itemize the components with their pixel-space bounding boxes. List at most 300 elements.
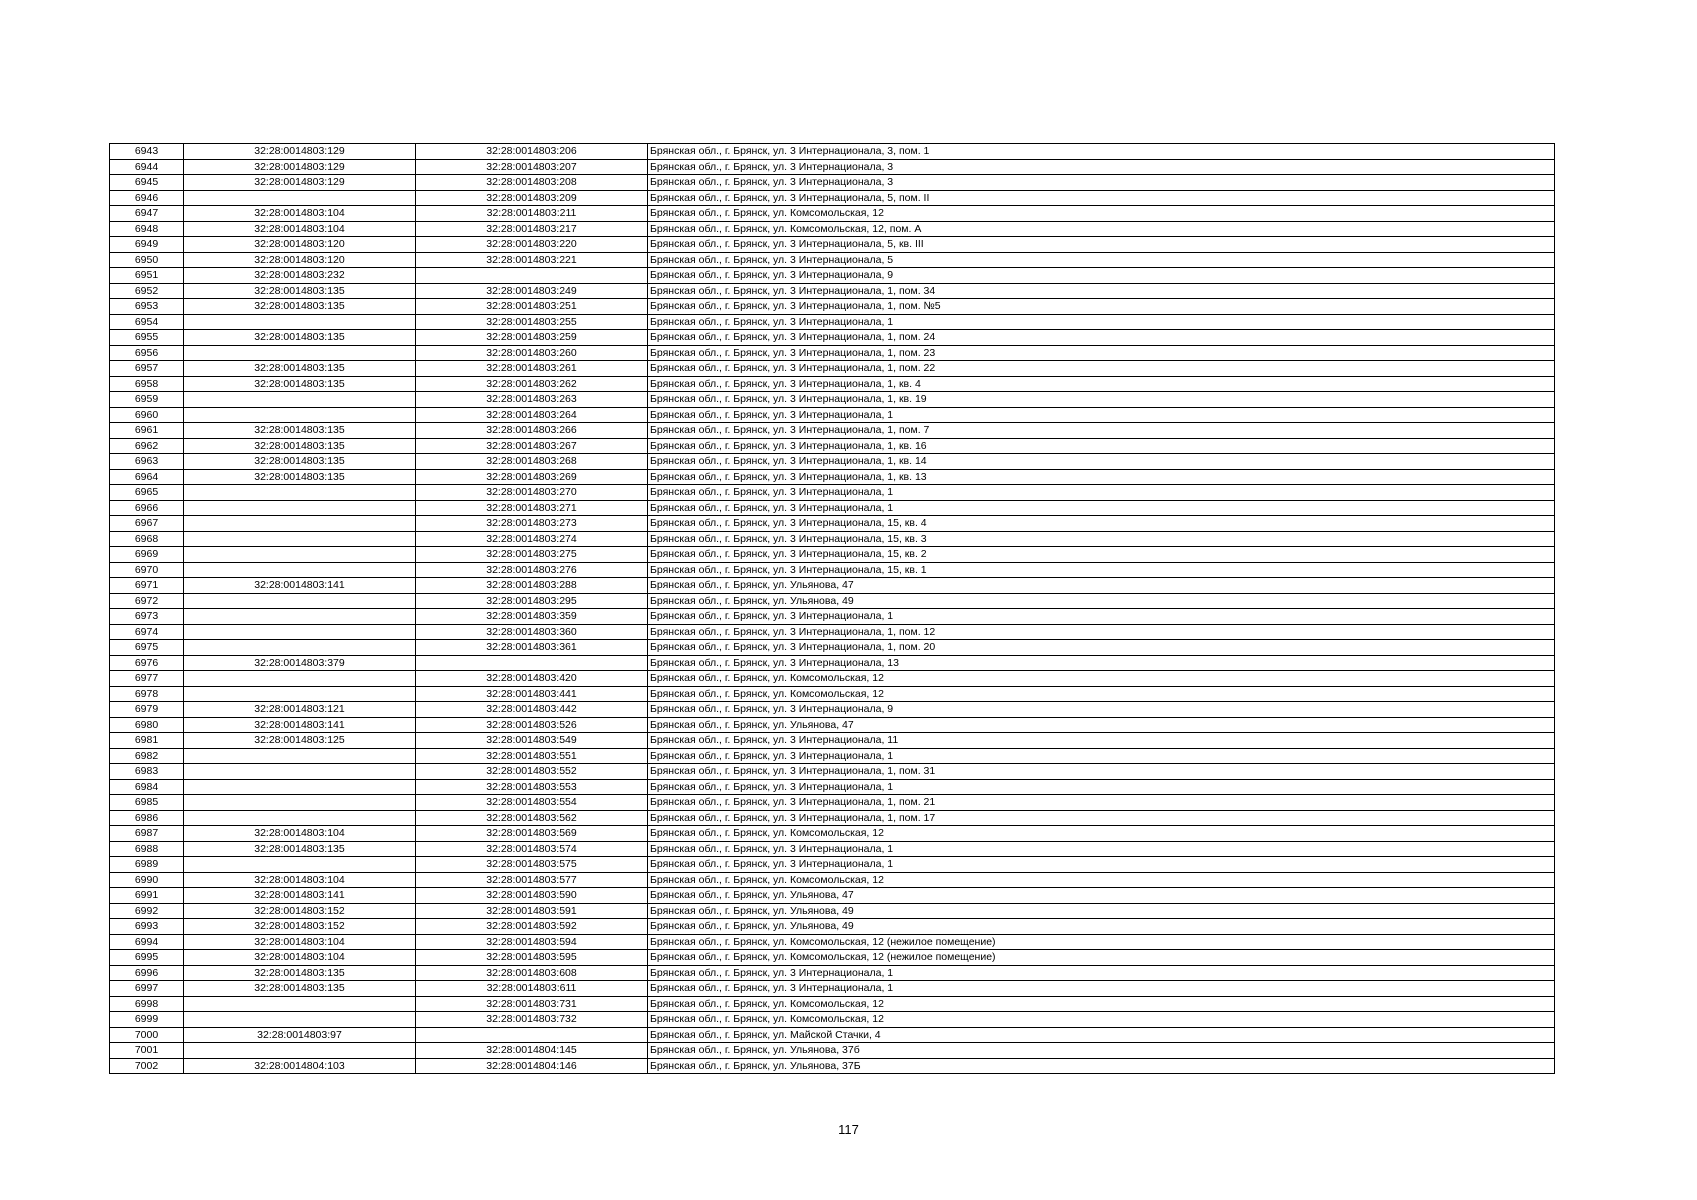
address-cell: Брянская обл., г. Брянск, ул. 3 Интернационала, 1 [648,485,1555,501]
address-cell: Брянская обл., г. Брянск, ул. 3 Интернационала, 5, кв. III [648,237,1555,253]
address-cell: Брянская обл., г. Брянск, ул. 3 Интернационала, 13 [648,655,1555,671]
cadastral-number-cell: 32:28:0014803:295 [416,593,648,609]
table-row [110,1043,1555,1059]
cadastral-number-cell: 32:28:0014803:732 [416,1012,648,1028]
address-cell: Брянская обл., г. Брянск, ул. Майской Стачки, 4 [648,1027,1555,1043]
table-row [110,795,1555,811]
table-row [110,872,1555,888]
table-row [110,237,1555,253]
row-number-cell: 7000 [110,1027,184,1043]
row-number-cell: 6992 [110,903,184,919]
parent-cadastral-number-cell [184,1012,416,1028]
cadastral-number-cell: 32:28:0014803:259 [416,330,648,346]
parent-cadastral-number-cell: 32:28:0014803:97 [184,1027,416,1043]
parent-cadastral-number-cell: 32:28:0014803:135 [184,376,416,392]
cadastral-number-cell: 32:28:0014803:608 [416,965,648,981]
row-number-cell: 6981 [110,733,184,749]
parent-cadastral-number-cell [184,407,416,423]
address-cell: Брянская обл., г. Брянск, ул. 3 Интернационала, 1, пом. 22 [648,361,1555,377]
row-number-cell: 6998 [110,996,184,1012]
cadastral-table [109,143,1555,1074]
cadastral-number-cell: 32:28:0014803:595 [416,950,648,966]
address-cell: Брянская обл., г. Брянск, ул. 3 Интернационала, 1, пом. 17 [648,810,1555,826]
cadastral-number-cell: 32:28:0014803:260 [416,345,648,361]
table-row [110,159,1555,175]
parent-cadastral-number-cell: 32:28:0014804:103 [184,1058,416,1074]
table-row [110,841,1555,857]
cadastral-number-cell: 32:28:0014804:145 [416,1043,648,1059]
cadastral-number-cell: 32:28:0014803:263 [416,392,648,408]
row-number-cell: 6958 [110,376,184,392]
cadastral-number-cell: 32:28:0014803:592 [416,919,648,935]
table-row [110,609,1555,625]
cadastral-number-cell: 32:28:0014803:209 [416,190,648,206]
table-row [110,454,1555,470]
address-cell: Брянская обл., г. Брянск, ул. Комсомольская, 12 [648,872,1555,888]
cadastral-number-cell: 32:28:0014803:361 [416,640,648,656]
cadastral-number-cell: 32:28:0014803:207 [416,159,648,175]
address-cell: Брянская обл., г. Брянск, ул. 3 Интернационала, 15, кв. 4 [648,516,1555,532]
row-number-cell: 6957 [110,361,184,377]
address-cell: Брянская обл., г. Брянск, ул. Комсомольская, 12 [648,1012,1555,1028]
address-cell: Брянская обл., г. Брянск, ул. 3 Интернационала, 3, пом. 1 [648,144,1555,160]
row-number-cell: 6984 [110,779,184,795]
address-cell: Брянская обл., г. Брянск, ул. 3 Интернационала, 1, пом. 34 [648,283,1555,299]
address-cell: Брянская обл., г. Брянск, ул. 3 Интернационала, 1, пом. 7 [648,423,1555,439]
table-row [110,407,1555,423]
parent-cadastral-number-cell: 32:28:0014803:152 [184,919,416,935]
cadastral-number-cell: 32:28:0014803:359 [416,609,648,625]
row-number-cell: 6980 [110,717,184,733]
parent-cadastral-number-cell: 32:28:0014803:104 [184,872,416,888]
address-cell: Брянская обл., г. Брянск, ул. 3 Интернационала, 1, кв. 16 [648,438,1555,454]
table-row [110,965,1555,981]
row-number-cell: 6965 [110,485,184,501]
cadastral-number-cell: 32:28:0014803:217 [416,221,648,237]
cadastral-number-cell: 32:28:0014803:221 [416,252,648,268]
cadastral-number-cell: 32:28:0014803:220 [416,237,648,253]
table-row [110,981,1555,997]
parent-cadastral-number-cell: 32:28:0014803:135 [184,841,416,857]
table-row [110,764,1555,780]
table-row [110,671,1555,687]
cadastral-number-cell: 32:28:0014803:562 [416,810,648,826]
row-number-cell: 6954 [110,314,184,330]
parent-cadastral-number-cell [184,686,416,702]
address-cell: Брянская обл., г. Брянск, ул. Ульянова, 49 [648,593,1555,609]
row-number-cell: 6987 [110,826,184,842]
parent-cadastral-number-cell [184,562,416,578]
cadastral-number-cell: 32:28:0014803:611 [416,981,648,997]
parent-cadastral-number-cell [184,516,416,532]
address-cell: Брянская обл., г. Брянск, ул. 3 Интернационала, 1 [648,779,1555,795]
parent-cadastral-number-cell: 32:28:0014803:135 [184,423,416,439]
address-cell: Брянская обл., г. Брянск, ул. 3 Интернационала, 5, пом. II [648,190,1555,206]
table-row [110,423,1555,439]
parent-cadastral-number-cell: 32:28:0014803:129 [184,175,416,191]
row-number-cell: 6944 [110,159,184,175]
cadastral-number-cell: 32:28:0014803:251 [416,299,648,315]
parent-cadastral-number-cell: 32:28:0014803:135 [184,438,416,454]
parent-cadastral-number-cell [184,624,416,640]
parent-cadastral-number-cell: 32:28:0014803:232 [184,268,416,284]
row-number-cell: 6969 [110,547,184,563]
table-row [110,903,1555,919]
row-number-cell: 6990 [110,872,184,888]
table-row [110,516,1555,532]
table-row [110,206,1555,222]
cadastral-number-cell: 32:28:0014803:273 [416,516,648,532]
address-cell: Брянская обл., г. Брянск, ул. Ульянова, 47 [648,717,1555,733]
address-cell: Брянская обл., г. Брянск, ул. Ульянова, 47 [648,888,1555,904]
table-row [110,361,1555,377]
row-number-cell: 6953 [110,299,184,315]
table-row [110,531,1555,547]
parent-cadastral-number-cell [184,795,416,811]
address-cell: Брянская обл., г. Брянск, ул. 3 Интернационала, 1, пом. 24 [648,330,1555,346]
cadastral-number-cell: 32:28:0014803:553 [416,779,648,795]
address-cell: Брянская обл., г. Брянск, ул. 3 Интернационала, 1, кв. 13 [648,469,1555,485]
cadastral-number-cell: 32:28:0014803:549 [416,733,648,749]
table-row [110,826,1555,842]
row-number-cell: 6976 [110,655,184,671]
address-cell: Брянская обл., г. Брянск, ул. 3 Интернационала, 1, пом. 20 [648,640,1555,656]
row-number-cell: 6991 [110,888,184,904]
table-row [110,547,1555,563]
table-row [110,1012,1555,1028]
row-number-cell: 6970 [110,562,184,578]
table-row [110,1027,1555,1043]
address-cell: Брянская обл., г. Брянск, ул. 3 Интернационала, 1 [648,314,1555,330]
address-cell: Брянская обл., г. Брянск, ул. Комсомольская, 12, пом. А [648,221,1555,237]
address-cell: Брянская обл., г. Брянск, ул. Комсомольская, 12 [648,206,1555,222]
cadastral-number-cell: 32:28:0014803:274 [416,531,648,547]
address-cell: Брянская обл., г. Брянск, ул. 3 Интернационала, 11 [648,733,1555,749]
cadastral-number-cell: 32:28:0014803:360 [416,624,648,640]
table-row [110,779,1555,795]
cadastral-number-cell: 32:28:0014803:268 [416,454,648,470]
row-number-cell: 6961 [110,423,184,439]
cadastral-number-cell: 32:28:0014803:551 [416,748,648,764]
address-cell: Брянская обл., г. Брянск, ул. 3 Интернационала, 15, кв. 2 [648,547,1555,563]
address-cell: Брянская обл., г. Брянск, ул. 3 Интернационала, 1 [648,841,1555,857]
address-cell: Брянская обл., г. Брянск, ул. Комсомольская, 12 [648,686,1555,702]
parent-cadastral-number-cell [184,764,416,780]
row-number-cell: 6972 [110,593,184,609]
row-number-cell: 6978 [110,686,184,702]
table-row [110,624,1555,640]
cadastral-number-cell: 32:28:0014803:591 [416,903,648,919]
row-number-cell: 6962 [110,438,184,454]
table-row [110,1058,1555,1074]
parent-cadastral-number-cell [184,996,416,1012]
parent-cadastral-number-cell [184,190,416,206]
row-number-cell: 6959 [110,392,184,408]
parent-cadastral-number-cell [184,593,416,609]
row-number-cell: 6963 [110,454,184,470]
parent-cadastral-number-cell [184,392,416,408]
cadastral-number-cell: 32:28:0014803:731 [416,996,648,1012]
cadastral-number-cell: 32:28:0014804:146 [416,1058,648,1074]
table-row [110,314,1555,330]
cadastral-number-cell: 32:28:0014803:262 [416,376,648,392]
row-number-cell: 6989 [110,857,184,873]
cadastral-number-cell: 32:28:0014803:554 [416,795,648,811]
address-cell: Брянская обл., г. Брянск, ул. 3 Интернационала, 1, пом. 12 [648,624,1555,640]
parent-cadastral-number-cell [184,640,416,656]
parent-cadastral-number-cell: 32:28:0014803:379 [184,655,416,671]
row-number-cell: 6966 [110,500,184,516]
row-number-cell: 6973 [110,609,184,625]
parent-cadastral-number-cell [184,857,416,873]
row-number-cell: 6977 [110,671,184,687]
parent-cadastral-number-cell [184,810,416,826]
cadastral-number-cell: 32:28:0014803:574 [416,841,648,857]
row-number-cell: 6982 [110,748,184,764]
table-row [110,485,1555,501]
table-row [110,221,1555,237]
row-number-cell: 6960 [110,407,184,423]
cadastral-number-cell: 32:28:0014803:270 [416,485,648,501]
address-cell: Брянская обл., г. Брянск, ул. 3 Интернационала, 1 [648,500,1555,516]
table-row [110,252,1555,268]
table-row [110,500,1555,516]
cadastral-number-cell: 32:28:0014803:288 [416,578,648,594]
cadastral-number-cell: 32:28:0014803:526 [416,717,648,733]
address-cell: Брянская обл., г. Брянск, ул. Ульянова, 37Б [648,1058,1555,1074]
address-cell: Брянская обл., г. Брянск, ул. Ульянова, 37б [648,1043,1555,1059]
table-row [110,996,1555,1012]
parent-cadastral-number-cell: 32:28:0014803:129 [184,144,416,160]
parent-cadastral-number-cell: 32:28:0014803:141 [184,717,416,733]
cadastral-number-cell: 32:28:0014803:266 [416,423,648,439]
cadastral-number-cell: 32:28:0014803:249 [416,283,648,299]
address-cell: Брянская обл., г. Брянск, ул. 3 Интернационала, 1, пом. 31 [648,764,1555,780]
cadastral-number-cell: 32:28:0014803:594 [416,934,648,950]
table-row [110,888,1555,904]
row-number-cell: 6997 [110,981,184,997]
cadastral-number-cell [416,268,648,284]
row-number-cell: 6943 [110,144,184,160]
cadastral-number-cell: 32:28:0014803:569 [416,826,648,842]
parent-cadastral-number-cell: 32:28:0014803:104 [184,206,416,222]
table-row [110,345,1555,361]
table-row [110,175,1555,191]
parent-cadastral-number-cell [184,500,416,516]
parent-cadastral-number-cell: 32:28:0014803:120 [184,252,416,268]
address-cell: Брянская обл., г. Брянск, ул. 3 Интернационала, 15, кв. 3 [648,531,1555,547]
row-number-cell: 6974 [110,624,184,640]
address-cell: Брянская обл., г. Брянск, ул. 3 Интернационала, 3 [648,175,1555,191]
address-cell: Брянская обл., г. Брянск, ул. Комсомольская, 12 (нежилое помещение) [648,950,1555,966]
address-cell: Брянская обл., г. Брянск, ул. 3 Интернационала, 15, кв. 1 [648,562,1555,578]
parent-cadastral-number-cell: 32:28:0014803:135 [184,981,416,997]
cadastral-number-cell: 32:28:0014803:577 [416,872,648,888]
table-row [110,733,1555,749]
cadastral-number-cell: 32:28:0014803:552 [416,764,648,780]
cadastral-number-cell: 32:28:0014803:255 [416,314,648,330]
row-number-cell: 6985 [110,795,184,811]
cadastral-number-cell [416,655,648,671]
parent-cadastral-number-cell: 32:28:0014803:135 [184,330,416,346]
table-row [110,950,1555,966]
table-row [110,268,1555,284]
row-number-cell: 6945 [110,175,184,191]
row-number-cell: 6975 [110,640,184,656]
address-cell: Брянская обл., г. Брянск, ул. 3 Интернационала, 1 [648,965,1555,981]
parent-cadastral-number-cell: 32:28:0014803:129 [184,159,416,175]
parent-cadastral-number-cell: 32:28:0014803:141 [184,888,416,904]
address-cell: Брянская обл., г. Брянск, ул. 3 Интернационала, 1, пом. 23 [648,345,1555,361]
parent-cadastral-number-cell [184,1043,416,1059]
row-number-cell: 6956 [110,345,184,361]
row-number-cell: 7002 [110,1058,184,1074]
row-number-cell: 6946 [110,190,184,206]
parent-cadastral-number-cell [184,531,416,547]
row-number-cell: 6968 [110,531,184,547]
address-cell: Брянская обл., г. Брянск, ул. 3 Интернационала, 1 [648,609,1555,625]
parent-cadastral-number-cell [184,547,416,563]
parent-cadastral-number-cell [184,314,416,330]
address-cell: Брянская обл., г. Брянск, ул. 3 Интернационала, 1 [648,748,1555,764]
parent-cadastral-number-cell [184,609,416,625]
cadastral-number-cell: 32:28:0014803:442 [416,702,648,718]
row-number-cell: 6994 [110,934,184,950]
address-cell: Брянская обл., г. Брянск, ул. 3 Интернационала, 1 [648,407,1555,423]
row-number-cell: 6964 [110,469,184,485]
table-row [110,748,1555,764]
table-row [110,640,1555,656]
table-row [110,655,1555,671]
table-row [110,578,1555,594]
address-cell: Брянская обл., г. Брянск, ул. 3 Интернационала, 1, пом. №5 [648,299,1555,315]
table-row [110,190,1555,206]
parent-cadastral-number-cell: 32:28:0014803:152 [184,903,416,919]
row-number-cell: 6950 [110,252,184,268]
cadastral-number-cell: 32:28:0014803:275 [416,547,648,563]
row-number-cell: 6951 [110,268,184,284]
table-row [110,469,1555,485]
row-number-cell: 6986 [110,810,184,826]
cadastral-number-cell: 32:28:0014803:261 [416,361,648,377]
cadastral-number-cell: 32:28:0014803:590 [416,888,648,904]
parent-cadastral-number-cell: 32:28:0014803:135 [184,299,416,315]
row-number-cell: 6983 [110,764,184,780]
address-cell: Брянская обл., г. Брянск, ул. Ульянова, 49 [648,903,1555,919]
cadastral-number-cell [416,1027,648,1043]
cadastral-number-cell: 32:28:0014803:575 [416,857,648,873]
table-row [110,934,1555,950]
address-cell: Брянская обл., г. Брянск, ул. Комсомольская, 12 [648,826,1555,842]
cadastral-number-cell: 32:28:0014803:276 [416,562,648,578]
address-cell: Брянская обл., г. Брянск, ул. 3 Интернационала, 1 [648,857,1555,873]
table-row [110,376,1555,392]
row-number-cell: 6947 [110,206,184,222]
parent-cadastral-number-cell: 32:28:0014803:121 [184,702,416,718]
cadastral-number-cell: 32:28:0014803:269 [416,469,648,485]
address-cell: Брянская обл., г. Брянск, ул. 3 Интернационала, 9 [648,268,1555,284]
page-number: 117 [838,1122,859,1137]
table-row [110,717,1555,733]
parent-cadastral-number-cell: 32:28:0014803:125 [184,733,416,749]
cadastral-number-cell: 32:28:0014803:420 [416,671,648,687]
cadastral-number-cell: 32:28:0014803:206 [416,144,648,160]
parent-cadastral-number-cell: 32:28:0014803:135 [184,965,416,981]
parent-cadastral-number-cell: 32:28:0014803:135 [184,361,416,377]
address-cell: Брянская обл., г. Брянск, ул. Ульянова, 49 [648,919,1555,935]
row-number-cell: 6952 [110,283,184,299]
row-number-cell: 6948 [110,221,184,237]
table-row [110,857,1555,873]
cadastral-number-cell: 32:28:0014803:208 [416,175,648,191]
address-cell: Брянская обл., г. Брянск, ул. Комсомольская, 12 (нежилое помещение) [648,934,1555,950]
cadastral-number-cell: 32:28:0014803:441 [416,686,648,702]
table-body [110,144,1555,1074]
parent-cadastral-number-cell: 32:28:0014803:135 [184,454,416,470]
parent-cadastral-number-cell [184,748,416,764]
row-number-cell: 6999 [110,1012,184,1028]
table-row [110,283,1555,299]
cadastral-number-cell: 32:28:0014803:267 [416,438,648,454]
parent-cadastral-number-cell [184,671,416,687]
parent-cadastral-number-cell [184,485,416,501]
parent-cadastral-number-cell: 32:28:0014803:104 [184,221,416,237]
table-row [110,438,1555,454]
parent-cadastral-number-cell [184,345,416,361]
parent-cadastral-number-cell: 32:28:0014803:104 [184,950,416,966]
row-number-cell: 6949 [110,237,184,253]
row-number-cell: 6988 [110,841,184,857]
row-number-cell: 6971 [110,578,184,594]
cadastral-number-cell: 32:28:0014803:211 [416,206,648,222]
row-number-cell: 7001 [110,1043,184,1059]
address-cell: Брянская обл., г. Брянск, ул. 3 Интернационала, 5 [648,252,1555,268]
table-row [110,562,1555,578]
table-row [110,810,1555,826]
cadastral-number-cell: 32:28:0014803:271 [416,500,648,516]
parent-cadastral-number-cell: 32:28:0014803:104 [184,826,416,842]
table-row [110,392,1555,408]
table-row [110,919,1555,935]
cadastral-number-cell: 32:28:0014803:264 [416,407,648,423]
address-cell: Брянская обл., г. Брянск, ул. 3 Интернационала, 1, кв. 19 [648,392,1555,408]
parent-cadastral-number-cell: 32:28:0014803:120 [184,237,416,253]
parent-cadastral-number-cell: 32:28:0014803:104 [184,934,416,950]
row-number-cell: 6996 [110,965,184,981]
address-cell: Брянская обл., г. Брянск, ул. Комсомольская, 12 [648,671,1555,687]
address-cell: Брянская обл., г. Брянск, ул. 3 Интернационала, 1, кв. 14 [648,454,1555,470]
table-row [110,686,1555,702]
row-number-cell: 6955 [110,330,184,346]
parent-cadastral-number-cell: 32:28:0014803:135 [184,283,416,299]
address-cell: Брянская обл., г. Брянск, ул. 3 Интернационала, 1, кв. 4 [648,376,1555,392]
table-row [110,144,1555,160]
address-cell: Брянская обл., г. Брянск, ул. Комсомольская, 12 [648,996,1555,1012]
row-number-cell: 6995 [110,950,184,966]
table-row [110,593,1555,609]
parent-cadastral-number-cell: 32:28:0014803:141 [184,578,416,594]
address-cell: Брянская обл., г. Брянск, ул. 3 Интернационала, 9 [648,702,1555,718]
table-row [110,330,1555,346]
table-row [110,702,1555,718]
row-number-cell: 6979 [110,702,184,718]
parent-cadastral-number-cell [184,779,416,795]
table-row [110,299,1555,315]
address-cell: Брянская обл., г. Брянск, ул. 3 Интернационала, 1, пом. 21 [648,795,1555,811]
row-number-cell: 6993 [110,919,184,935]
address-cell: Брянская обл., г. Брянск, ул. 3 Интернационала, 1 [648,981,1555,997]
parent-cadastral-number-cell: 32:28:0014803:135 [184,469,416,485]
